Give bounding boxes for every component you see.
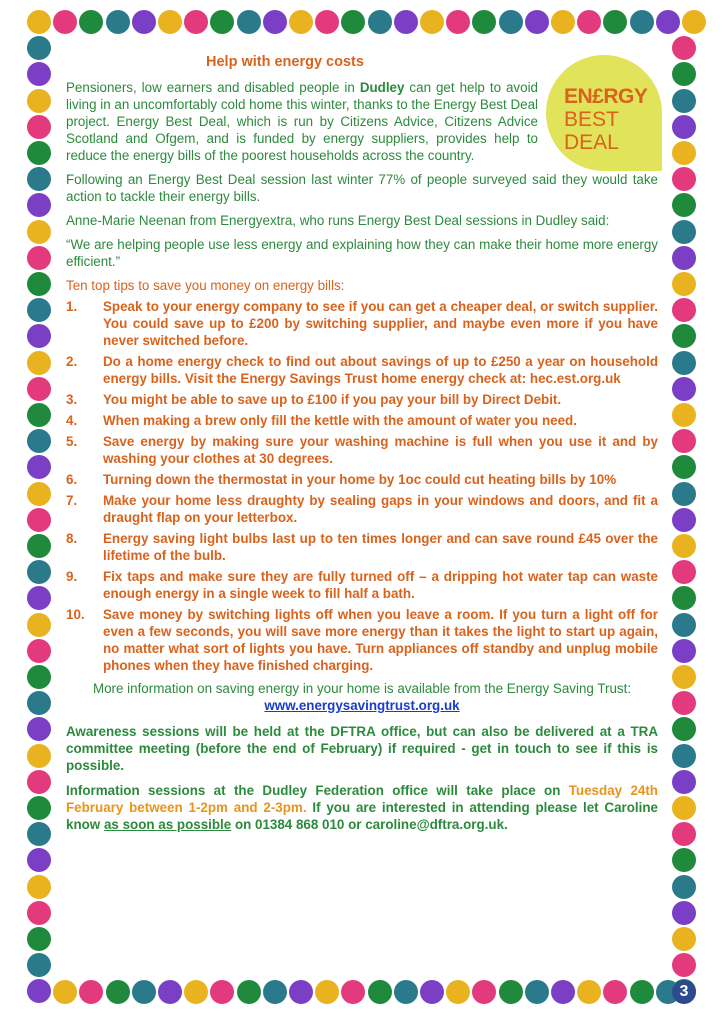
- intro-place: Dudley: [359, 80, 405, 95]
- border-dot: [27, 10, 51, 34]
- border-dot: [27, 298, 51, 322]
- border-dot: [472, 980, 496, 1004]
- info-asap: as soon as possible: [103, 817, 232, 832]
- border-dot: [472, 10, 496, 34]
- border-dot: [672, 272, 696, 296]
- tip-text: Speak to your energy company to see if you can get a cheaper deal, or switch supplier. You could save up to £200 by switching supplier, and maybe even more if you have never switched before.: [103, 299, 658, 348]
- border-dot: [106, 980, 130, 1004]
- border-dot: [27, 717, 51, 741]
- page-number: 3: [672, 980, 696, 1004]
- border-dot: [499, 980, 523, 1004]
- border-dot: [53, 980, 77, 1004]
- border-dot: [672, 770, 696, 794]
- border-dot: [672, 455, 696, 479]
- border-dot: [27, 979, 51, 1003]
- border-dot: [672, 89, 696, 113]
- border-dot: [656, 10, 680, 34]
- tip-item: [66, 568, 658, 602]
- tip-item: [66, 412, 658, 429]
- information-sessions: [66, 782, 658, 833]
- border-dot: [237, 10, 261, 34]
- border-dot: [672, 560, 696, 584]
- border-dot: [132, 980, 156, 1004]
- border-dot: [27, 560, 51, 584]
- page-title: Help with energy costs: [206, 54, 364, 70]
- border-dot: [682, 10, 706, 34]
- tip-number: 2.: [66, 354, 78, 369]
- border-dot: [368, 10, 392, 34]
- border-dot: [672, 927, 696, 951]
- border-dot: [672, 796, 696, 820]
- tip-number: 6.: [66, 472, 78, 487]
- border-dot: [672, 193, 696, 217]
- border-dot: [672, 875, 696, 899]
- border-dot: [158, 10, 182, 34]
- border-dot: [27, 141, 51, 165]
- tip-item: [66, 433, 658, 467]
- border-dot: [672, 403, 696, 427]
- border-dot: [79, 980, 103, 1004]
- info-part-2: If you are interested in attending please let Caroline know: [66, 800, 658, 832]
- border-dot: [630, 980, 654, 1004]
- border-dot: [577, 10, 601, 34]
- survey-paragraph: Following an Energy Best Deal session last winter 77% of people surveyed said they would take action to tackle their energy bills.: [66, 172, 658, 204]
- speaker-paragraph: Anne-Marie Neenan from Energyextra, who runs Energy Best Deal sessions in Dudley said:: [66, 213, 610, 228]
- tip-item: [66, 606, 658, 674]
- energy-saving-trust-link[interactable]: www.energysavingtrust.org.uk: [264, 698, 460, 713]
- border-dot: [672, 429, 696, 453]
- tip-item: [66, 471, 658, 488]
- more-info: [66, 680, 658, 714]
- border-dot: [672, 167, 696, 191]
- border-dot: [420, 10, 444, 34]
- border-dot: [53, 10, 77, 34]
- border-dot: [27, 822, 51, 846]
- border-dot: [289, 980, 313, 1004]
- tip-item: [66, 391, 658, 408]
- border-dot: [525, 10, 549, 34]
- quote-paragraph: “We are helping people use less energy and explaining how they can make their home more energy efficient.”: [66, 237, 658, 269]
- tip-item: [66, 530, 658, 564]
- border-dot: [577, 980, 601, 1004]
- tip-item: [66, 298, 658, 349]
- border-dot: [158, 980, 182, 1004]
- border-dot: [672, 298, 696, 322]
- border-dot: [315, 10, 339, 34]
- border-dot: [27, 770, 51, 794]
- border-dot: [672, 508, 696, 532]
- border-dot: [79, 10, 103, 34]
- border-dot: [27, 927, 51, 951]
- border-dot: [27, 272, 51, 296]
- info-part-1: Information sessions at the Dudley Federation office will take place on: [66, 783, 569, 798]
- tip-text: Make your home less draughty by sealing gaps in your windows and doors, and fit a draught flap on your letterbox.: [103, 493, 658, 525]
- border-dot: [341, 980, 365, 1004]
- logo-line-3: DEAL: [564, 131, 619, 154]
- border-dot: [27, 744, 51, 768]
- border-dot: [106, 10, 130, 34]
- tip-number: 7.: [66, 493, 78, 508]
- border-dot: [672, 744, 696, 768]
- border-dot: [672, 482, 696, 506]
- border-dot: [672, 246, 696, 270]
- border-dot: [27, 534, 51, 558]
- tip-text: Save energy by making sure your washing machine is full when you use it and by washing your clothes at 30 degrees.: [103, 434, 658, 466]
- border-dot: [210, 980, 234, 1004]
- border-dot: [525, 980, 549, 1004]
- border-dot: [237, 980, 261, 1004]
- border-dot: [210, 10, 234, 34]
- border-dot: [630, 10, 654, 34]
- border-dot: [184, 980, 208, 1004]
- tip-item: [66, 492, 658, 526]
- border-dot: [27, 665, 51, 689]
- border-dot: [27, 324, 51, 348]
- border-dot: [672, 901, 696, 925]
- border-dot: [672, 115, 696, 139]
- border-dot: [184, 10, 208, 34]
- tip-number: 5.: [66, 434, 78, 449]
- border-dot: [420, 980, 444, 1004]
- border-dot: [27, 115, 51, 139]
- border-dot: [603, 10, 627, 34]
- border-dot: [27, 377, 51, 401]
- border-dot: [672, 586, 696, 610]
- border-dot: [27, 482, 51, 506]
- border-dot: [132, 10, 156, 34]
- intro-paragraph: [66, 79, 538, 164]
- border-dot: [263, 980, 287, 1004]
- border-dot: [27, 36, 51, 60]
- border-dot: [672, 613, 696, 637]
- border-dot: [368, 980, 392, 1004]
- awareness-sessions: Awareness sessions will be held at the DFTRA office, but can also be delivered at a TRA committee meeting (before the end of February) if required - get in touch to see if this is possible.: [66, 724, 658, 773]
- border-dot: [551, 10, 575, 34]
- border-dot: [27, 89, 51, 113]
- more-info-text: More information on saving energy in your home is available from the Energy Saving Trust:: [92, 681, 632, 696]
- border-dot: [27, 246, 51, 270]
- intro-after: can get help to avoid living in an uncomfortably cold home this winter, thanks to the Energy Best Deal project. Energy Best Deal, which is run by Citizens Advice, Citizens Advice Scotland and Ofgem, and is funded by energy suppliers, provides help to reduce the energy bills of the poorest households across the country.: [66, 80, 538, 163]
- border-dot: [27, 875, 51, 899]
- tip-text: Save money by switching lights off when you leave a room. If you turn a light off for even a few seconds, you will save more energy than it takes the light to start up again, no matter what sort of lights you have. Turn appliances off standby and unplug mobile phones when they have finished charging.: [103, 607, 658, 673]
- border-dot: [446, 10, 470, 34]
- border-dot: [27, 403, 51, 427]
- tip-text: When making a brew only fill the kettle with the amount of water you need.: [103, 413, 577, 428]
- border-dot: [672, 534, 696, 558]
- border-dot: [27, 220, 51, 244]
- border-dot: [672, 377, 696, 401]
- tips-list: [66, 298, 658, 674]
- border-dot: [672, 141, 696, 165]
- border-dot: [672, 953, 696, 977]
- border-dot: [27, 62, 51, 86]
- border-dot: [672, 62, 696, 86]
- border-dot: [27, 508, 51, 532]
- tip-item: [66, 353, 658, 387]
- border-dot: [27, 691, 51, 715]
- border-dot: [672, 351, 696, 375]
- border-dot: [672, 665, 696, 689]
- tip-text: Energy saving light bulbs last up to ten times longer and can save round £45 over the lifetime of the bulb.: [103, 531, 658, 563]
- tip-text: Fix taps and make sure they are fully turned off – a dripping hot water tap can waste enough energy in a single week to fill half a bath.: [103, 569, 658, 601]
- border-dot: [263, 10, 287, 34]
- border-dot: [394, 10, 418, 34]
- border-dot: [672, 220, 696, 244]
- border-dot: [27, 586, 51, 610]
- tip-text: You might be able to save up to £100 if you pay your bill by Direct Debit.: [103, 392, 562, 407]
- page-content: [66, 54, 658, 833]
- border-dot: [672, 848, 696, 872]
- border-dot: [27, 455, 51, 479]
- border-dot: [446, 980, 470, 1004]
- border-dot: [27, 848, 51, 872]
- border-dot: [672, 822, 696, 846]
- border-dot: [672, 324, 696, 348]
- info-part-3: on 01384 868 010 or caroline@dftra.org.uk.: [231, 817, 508, 832]
- border-dot: [289, 10, 313, 34]
- border-dot: [315, 980, 339, 1004]
- tips-heading: Ten top tips to save you money on energy bills:: [66, 278, 345, 293]
- border-dot: [394, 980, 418, 1004]
- tip-number: 9.: [66, 569, 78, 584]
- border-dot: [672, 639, 696, 663]
- border-dot: [603, 980, 627, 1004]
- tip-number: 3.: [66, 392, 78, 407]
- border-dot: [27, 901, 51, 925]
- tip-number: 8.: [66, 531, 78, 546]
- border-dot: [27, 351, 51, 375]
- border-dot: [27, 953, 51, 977]
- border-dot: [27, 167, 51, 191]
- border-dot: [672, 691, 696, 715]
- logo-line-1: EN£RGY: [564, 85, 648, 108]
- info-date: Tuesday 24th February between 1-2pm and 2-3pm.: [66, 783, 658, 815]
- tip-text: Turning down the thermostat in your home by 1oc could cut heating bills by 10%: [103, 472, 617, 487]
- tip-number: 10.: [66, 607, 85, 622]
- border-dot: [672, 36, 696, 60]
- logo-line-2: BEST: [564, 108, 619, 131]
- border-dot: [27, 796, 51, 820]
- border-dot: [27, 639, 51, 663]
- intro-before: Pensioners, low earners and disabled people in: [66, 80, 360, 95]
- border-dot: [27, 429, 51, 453]
- border-dot: [499, 10, 523, 34]
- border-dot: [27, 613, 51, 637]
- tip-text: Do a home energy check to find out about savings of up to £250 a year on household energy bills. Visit the Energy Savings Trust home energy check at: hec.est.org.uk: [103, 354, 658, 386]
- tip-number: 4.: [66, 413, 78, 428]
- tip-number: 1.: [66, 299, 78, 314]
- border-dot: [672, 717, 696, 741]
- border-dot: [551, 980, 575, 1004]
- border-dot: [341, 10, 365, 34]
- border-dot: [27, 193, 51, 217]
